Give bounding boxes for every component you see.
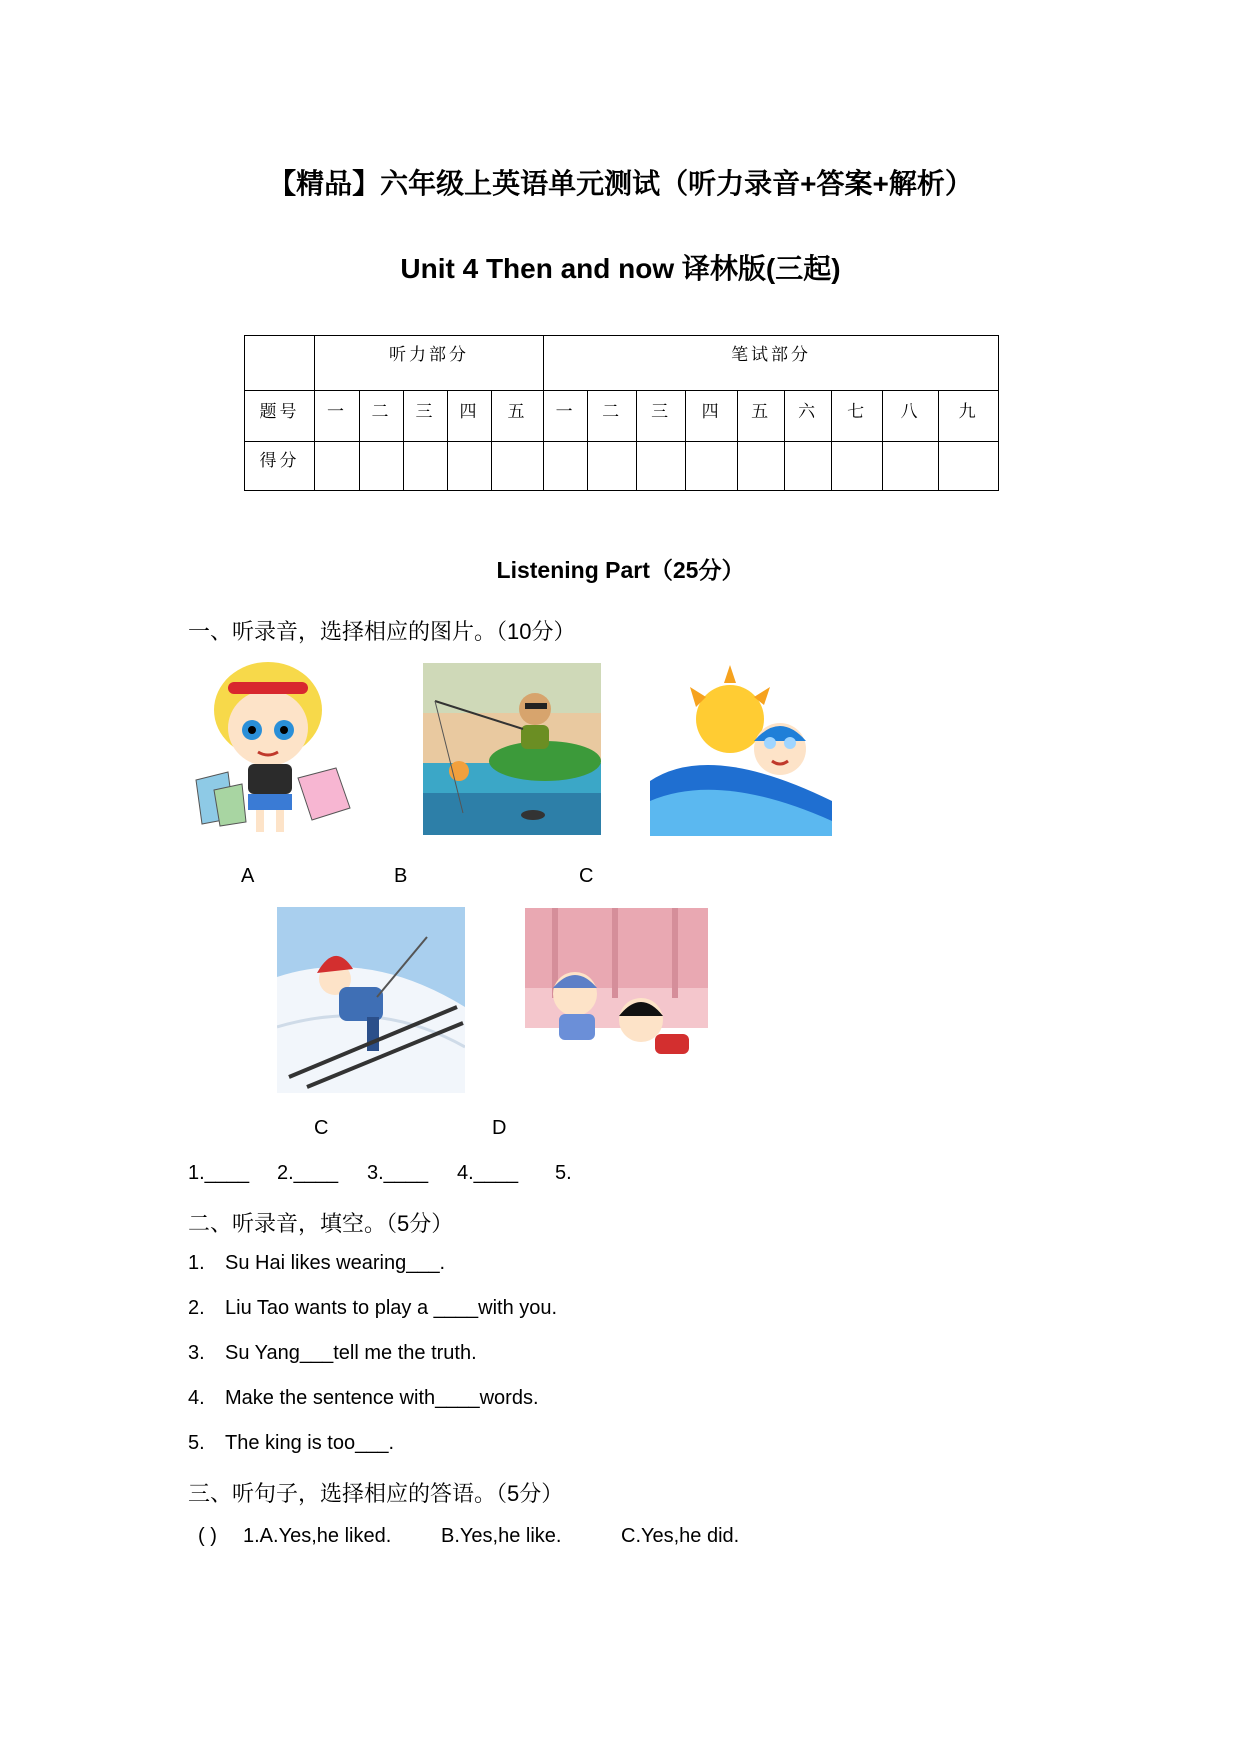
question-number: 七 bbox=[832, 391, 883, 442]
score-cell[interactable] bbox=[686, 442, 738, 491]
picture-label-c: C bbox=[579, 865, 594, 887]
option-a: 1.A.Yes,he liked. bbox=[243, 1525, 392, 1547]
picture-label-c2: C bbox=[314, 1117, 329, 1139]
score-cell[interactable] bbox=[315, 442, 360, 491]
list-item: Su Yang___tell me the truth. bbox=[225, 1342, 477, 1364]
question-number: 二 bbox=[588, 391, 637, 442]
list-item-number: 2. bbox=[188, 1297, 205, 1319]
shopping-girl-image bbox=[186, 660, 368, 837]
option-c: C.Yes,he did. bbox=[621, 1525, 740, 1547]
section3-heading: 三、听句子，选择相应的答语。（5分） bbox=[188, 1481, 564, 1506]
row-score-label: 得分 bbox=[245, 442, 315, 491]
list-item-number: 5. bbox=[188, 1432, 205, 1454]
score-cell[interactable] bbox=[492, 442, 544, 491]
swimming-boy-image bbox=[650, 661, 832, 836]
question-number: 三 bbox=[637, 391, 686, 442]
list-item: Su Hai likes wearing___. bbox=[225, 1252, 446, 1274]
picture-label-b: B bbox=[394, 865, 408, 887]
question-number: 四 bbox=[448, 391, 492, 442]
score-cell[interactable] bbox=[939, 442, 999, 491]
ice-skating-kids-image bbox=[525, 908, 708, 1080]
list-item: Liu Tao wants to play a ____with you. bbox=[225, 1297, 558, 1319]
option-b: B.Yes,he like. bbox=[441, 1525, 562, 1547]
answer-bracket[interactable]: ( ) bbox=[198, 1525, 217, 1547]
question-number: 二 bbox=[360, 391, 404, 442]
list-item: Make the sentence with____words. bbox=[225, 1387, 539, 1409]
score-cell[interactable] bbox=[544, 442, 588, 491]
answer-blank[interactable]: 2.____ bbox=[277, 1162, 339, 1184]
page-title: 【精品】六年级上英语单元测试（听力录音+答案+解析） bbox=[268, 168, 973, 199]
score-cell[interactable] bbox=[785, 442, 832, 491]
score-cell[interactable] bbox=[637, 442, 686, 491]
question-number: 五 bbox=[738, 391, 785, 442]
question-number: 三 bbox=[404, 391, 448, 442]
picture-label-a: A bbox=[241, 865, 255, 887]
score-table bbox=[244, 335, 999, 491]
question-number: 一 bbox=[315, 391, 360, 442]
list-item-number: 3. bbox=[188, 1342, 205, 1364]
list-item-number: 4. bbox=[188, 1387, 205, 1409]
list-item-number: 1. bbox=[188, 1252, 205, 1274]
fishing-boy-image bbox=[423, 663, 601, 835]
question-number: 一 bbox=[544, 391, 588, 442]
score-cell[interactable] bbox=[832, 442, 883, 491]
score-cell[interactable] bbox=[883, 442, 939, 491]
score-cell[interactable] bbox=[360, 442, 404, 491]
question-number: 六 bbox=[785, 391, 832, 442]
list-item: The king is too___. bbox=[225, 1432, 394, 1454]
score-cell[interactable] bbox=[588, 442, 637, 491]
section2-heading: 二、听录音，填空。（5分） bbox=[188, 1211, 454, 1236]
answer-blank[interactable]: 5. bbox=[555, 1162, 572, 1184]
question-number: 五 bbox=[492, 391, 544, 442]
answer-blank[interactable]: 3.____ bbox=[367, 1162, 429, 1184]
written-header: 笔试部分 bbox=[544, 336, 999, 391]
section1-heading: 一、听录音，选择相应的图片。（10分） bbox=[188, 619, 576, 644]
answer-blank[interactable]: 1.____ bbox=[188, 1162, 250, 1184]
skiing-person-image bbox=[277, 907, 465, 1093]
listening-header: 听力部分 bbox=[315, 336, 544, 391]
row-number-label: 题号 bbox=[245, 391, 315, 442]
score-cell[interactable] bbox=[448, 442, 492, 491]
answer-blank[interactable]: 4.____ bbox=[457, 1162, 519, 1184]
page-subtitle: Unit 4 Then and now 译林版(三起) bbox=[400, 253, 841, 284]
question-number: 八 bbox=[883, 391, 939, 442]
listening-part-title: Listening Part（25分） bbox=[496, 557, 745, 583]
table-corner-cell bbox=[245, 336, 315, 391]
score-cell[interactable] bbox=[738, 442, 785, 491]
picture-label-d: D bbox=[492, 1117, 507, 1139]
score-cell[interactable] bbox=[404, 442, 448, 491]
question-number: 四 bbox=[686, 391, 738, 442]
question-number: 九 bbox=[939, 391, 999, 442]
